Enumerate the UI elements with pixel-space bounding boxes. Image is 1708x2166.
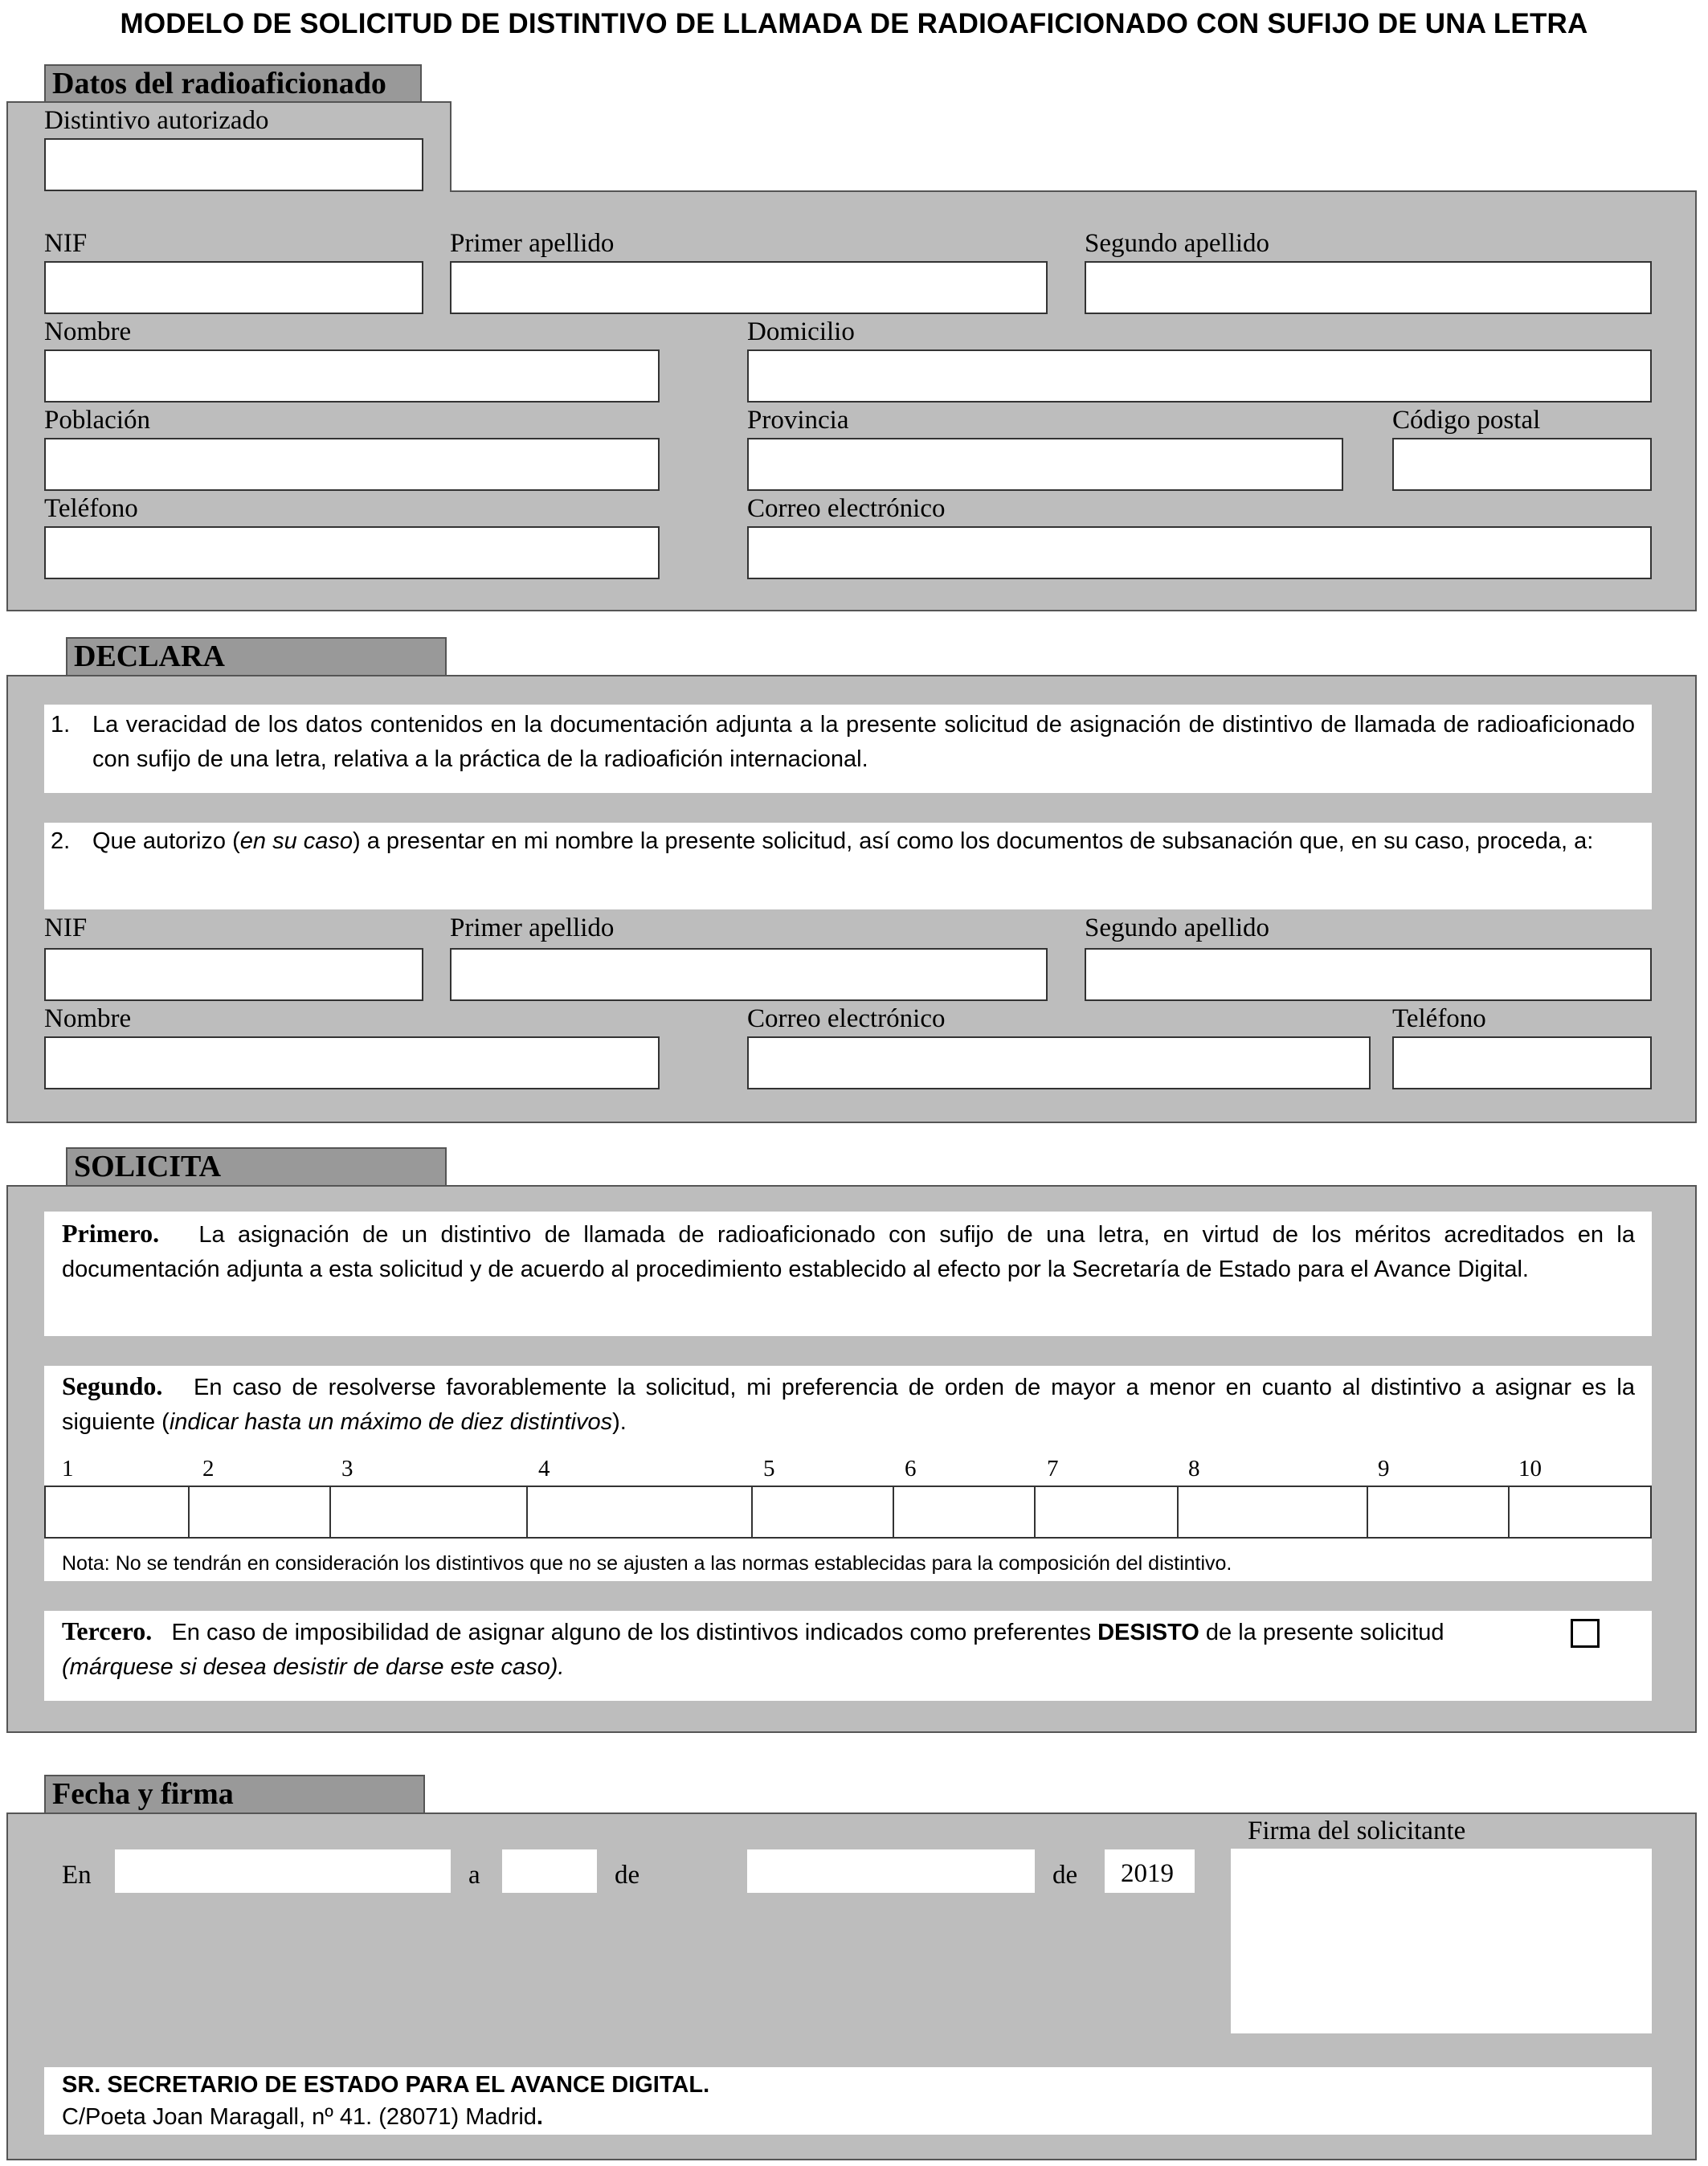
label-a: a (468, 1861, 480, 1890)
tercero-text (62, 1614, 1572, 1685)
rep-primer-apellido-input[interactable] (450, 948, 1048, 1001)
solicita-tercero (44, 1611, 1652, 1701)
addressee-title: SR. SECRETARIO DE ESTADO PARA EL AVANCE DIGITAL. (62, 2072, 710, 2098)
declara-item-1 (44, 705, 1652, 793)
label-provincia: Provincia (747, 406, 849, 435)
text-bold: DESISTO (1097, 1620, 1199, 1645)
telefono-input[interactable] (44, 526, 660, 579)
rep-telefono-input[interactable] (1392, 1036, 1652, 1089)
tercero-label: Tercero. (62, 1616, 153, 1645)
pref-number-1: 1 (62, 1456, 74, 1481)
addressee-address (62, 2101, 543, 2134)
label-en: En (62, 1861, 92, 1890)
nif-input[interactable] (44, 261, 423, 314)
rep-segundo-apellido-input[interactable] (1085, 948, 1652, 1001)
text-part: En caso de imposibilidad de asignar alguno de los distintivos indicados como preferentes (171, 1620, 1092, 1645)
dia-input[interactable] (502, 1849, 597, 1893)
pref-number-6: 6 (905, 1456, 917, 1481)
item-number: 1. (51, 712, 71, 738)
pref-number-4: 4 (538, 1456, 550, 1481)
declara-item-2 (44, 823, 1652, 909)
correo-input[interactable] (747, 526, 1652, 579)
year-field[interactable] (1105, 1849, 1195, 1893)
year-value: 2019 (1121, 1859, 1174, 1888)
lugar-input[interactable] (115, 1849, 451, 1893)
nombre-input[interactable] (44, 349, 660, 403)
label-telefono: Teléfono (44, 494, 138, 523)
label-nombre: Nombre (44, 1004, 132, 1033)
preference-cell-7[interactable] (1034, 1487, 1179, 1537)
preference-cell-4[interactable] (526, 1487, 753, 1537)
rep-nombre-input[interactable] (44, 1036, 660, 1089)
primer-apellido-input[interactable] (450, 261, 1048, 314)
label-telefono: Teléfono (1392, 1004, 1486, 1033)
addressee-box (44, 2067, 1652, 2135)
item-number: 2. (51, 828, 71, 854)
desisto-checkbox[interactable] (1571, 1619, 1600, 1648)
label-de: de (1052, 1861, 1078, 1890)
text-part: Que autorizo ( (92, 828, 240, 854)
preference-grid (44, 1486, 1652, 1539)
label-primer-apellido: Primer apellido (450, 913, 615, 942)
rep-nif-input[interactable] (44, 948, 423, 1001)
label-correo: Correo electrónico (747, 494, 946, 523)
preference-cell-8[interactable] (1177, 1487, 1368, 1537)
codigo-postal-input[interactable] (1392, 438, 1652, 491)
text-part: En caso de resolverse favorablemente la solicitud, mi preferencia de orden de mayor a menor en cuanto al distintivo a asignar es la siguiente ( (62, 1375, 1636, 1435)
pref-number-7: 7 (1047, 1456, 1059, 1481)
primero-text (62, 1216, 1635, 1287)
preference-cell-1[interactable] (46, 1487, 190, 1537)
text-emphasis: en su caso (239, 828, 353, 854)
label-codigo-postal: Código postal (1392, 406, 1541, 435)
preference-cell-5[interactable] (751, 1487, 894, 1537)
item-text (92, 824, 1635, 859)
solicita-segundo (44, 1366, 1652, 1581)
section-header-firma: Fecha y firma (44, 1775, 425, 1813)
rep-correo-input[interactable] (747, 1036, 1371, 1089)
segundo-apellido-input[interactable] (1085, 261, 1652, 314)
text-part: ). (612, 1409, 627, 1435)
section-header-datos: Datos del radioaficionado (44, 64, 422, 103)
label-segundo-apellido: Segundo apellido (1085, 229, 1270, 258)
label-poblacion: Población (44, 406, 150, 435)
signature-box[interactable] (1231, 1849, 1652, 2033)
label-nif: NIF (44, 229, 88, 258)
label-domicilio: Domicilio (747, 317, 855, 346)
text-emphasis: indicar hasta un máximo de diez distintivos (169, 1409, 613, 1435)
preference-cell-3[interactable] (329, 1487, 528, 1537)
pref-number-8: 8 (1188, 1456, 1200, 1481)
address-end: . (536, 2104, 543, 2130)
label-de: de (615, 1861, 640, 1890)
primero-label: Primero. (62, 1219, 160, 1248)
segundo-text (62, 1369, 1635, 1440)
text-part: La asignación de un distintivo de llamada de radioaficionado con sufijo de una letra, en virtud de los méritos acreditados en la documentación adjunta a esta solicitud y de acuerdo al procedimiento establecido al efecto por la Secretaría de Estado para el Avance Digital. (62, 1222, 1636, 1282)
poblacion-input[interactable] (44, 438, 660, 491)
preference-cell-2[interactable] (188, 1487, 331, 1537)
pref-number-9: 9 (1378, 1456, 1390, 1481)
label-segundo-apellido: Segundo apellido (1085, 913, 1270, 942)
page-title: MODELO DE SOLICITUD DE DISTINTIVO DE LLAMADA DE RADIOAFICIONADO CON SUFIJO DE UNA LETRA (120, 8, 1588, 39)
section-header-solicita: SOLICITA (66, 1147, 447, 1186)
section-header-declara: DECLARA (66, 637, 447, 676)
pref-number-3: 3 (341, 1456, 353, 1481)
address-text: C/Poeta Joan Maragall, nº 41. (28071) Madrid (62, 2104, 537, 2130)
pref-number-2: 2 (202, 1456, 215, 1481)
segundo-label: Segundo. (62, 1371, 163, 1400)
label-correo: Correo electrónico (747, 1004, 946, 1033)
mes-input[interactable] (747, 1849, 1035, 1893)
domicilio-input[interactable] (747, 349, 1652, 403)
text-emphasis: (márquese si desea desistir de darse este caso). (62, 1654, 565, 1680)
pref-number-10: 10 (1518, 1456, 1542, 1481)
item-text: La veracidad de los datos contenidos en la documentación adjunta a la presente solicitud de asignación de distintivo de llamada de radioaficionado con sufijo de una letra, relativa a la práctica de la radioafición internacional. (92, 712, 1635, 772)
preference-cell-6[interactable] (893, 1487, 1036, 1537)
label-nif: NIF (44, 913, 88, 942)
provincia-input[interactable] (747, 438, 1343, 491)
text-part: ) a presentar en mi nombre la presente solicitud, así como los documentos de subsanación que, en su caso, proceda, a: (353, 828, 1594, 854)
pref-number-5: 5 (763, 1456, 775, 1481)
preference-cell-10[interactable] (1508, 1487, 1650, 1537)
preference-cell-9[interactable] (1367, 1487, 1510, 1537)
label-nombre: Nombre (44, 317, 132, 346)
panel-edge (450, 190, 1697, 192)
text-part: de la presente solicitud (1205, 1620, 1444, 1645)
label-firma: Firma del solicitante (1248, 1817, 1466, 1845)
distintivo-input[interactable] (44, 138, 423, 191)
label-distintivo: Distintivo autorizado (44, 106, 269, 135)
nota-text: Nota: No se tendrán en consideración los distintivos que no se ajusten a las normas establecidas para la composición del distintivo. (62, 1552, 1232, 1575)
solicita-primero (44, 1212, 1652, 1336)
label-primer-apellido: Primer apellido (450, 229, 615, 258)
